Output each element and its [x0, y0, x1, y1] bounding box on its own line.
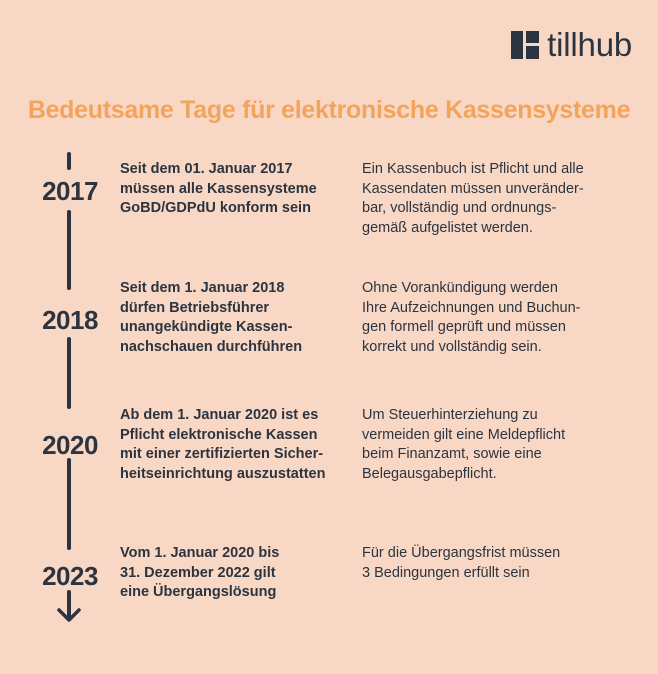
requirement-line: Seit dem 01. Januar 2017	[120, 161, 293, 177]
requirement-line: eine Übergangslösung	[120, 584, 277, 600]
detail-line: Ohne Vorankündigung werden	[362, 280, 558, 296]
requirement-2018	[120, 279, 345, 357]
requirement-2023	[120, 544, 345, 603]
detail-line: Für die Übergangsfrist müssen	[362, 545, 561, 561]
requirement-line: Pflicht elektronische Kassen	[120, 426, 318, 443]
detail-line: bar, vollständig und ordnungs-	[362, 200, 557, 216]
detail-2020	[362, 406, 632, 484]
detail-line: Um Steuerhinterziehung zu	[362, 407, 538, 423]
requirement-line: 31. Dezember 2022 gilt	[120, 564, 276, 581]
requirement-line: GoBD/GDPdU konform sein	[120, 200, 311, 216]
timeline-segment	[67, 210, 71, 290]
tillhub-logo-icon	[511, 31, 539, 59]
requirement-line: Seit dem 1. Januar 2018	[120, 280, 285, 296]
detail-2023	[362, 544, 632, 583]
detail-line: beim Finanzamt, sowie eine	[362, 446, 542, 462]
detail-2018	[362, 279, 632, 357]
detail-line: 3 Bedingungen erfüllt sein	[362, 564, 530, 581]
year-2018: 2018	[42, 305, 98, 335]
requirement-2017	[120, 160, 345, 219]
page-title: Bedeutsame Tage für elektronische Kassensysteme	[27, 96, 631, 124]
detail-line: korrekt und vollständig sein.	[362, 338, 542, 355]
year-2020: 2020	[42, 430, 98, 460]
detail-line: Kassendaten müssen unveränder-	[362, 180, 584, 197]
timeline-segment	[67, 152, 71, 170]
requirement-2020	[120, 406, 345, 484]
timeline-segment	[67, 458, 71, 550]
requirement-line: unangekündigte Kassen-	[120, 319, 293, 335]
detail-line: gen formell geprüft und müssen	[362, 319, 566, 335]
requirement-line: müssen alle Kassensysteme	[120, 180, 317, 197]
detail-line: Belegausgabepflicht.	[362, 465, 497, 482]
brand-name: tillhub	[547, 26, 632, 63]
requirement-line: heitseinrichtung auszustatten	[120, 465, 326, 482]
detail-line: vermeiden gilt eine Meldepflicht	[362, 426, 566, 443]
detail-line: Ihre Aufzeichnungen und Buchun-	[362, 299, 581, 316]
year-2023: 2023	[42, 561, 98, 591]
detail-2017	[362, 160, 632, 238]
detail-line: Ein Kassenbuch ist Pflicht und alle	[362, 161, 584, 177]
requirement-line: dürfen Betriebsführer	[120, 299, 270, 316]
requirement-line: Vom 1. Januar 2020 bis	[120, 545, 280, 561]
arrow-down-icon	[56, 602, 82, 626]
year-2017: 2017	[42, 176, 98, 206]
detail-line: gemäß aufgelistet werden.	[362, 219, 533, 236]
timeline-segment	[67, 337, 71, 409]
requirement-line: mit einer zertifizierten Sicher-	[120, 446, 324, 462]
timeline-axis	[40, 150, 100, 625]
requirement-line: Ab dem 1. Januar 2020 ist es	[120, 407, 319, 423]
brand-logo	[511, 28, 632, 61]
requirement-line: nachschauen durchführen	[120, 338, 303, 355]
